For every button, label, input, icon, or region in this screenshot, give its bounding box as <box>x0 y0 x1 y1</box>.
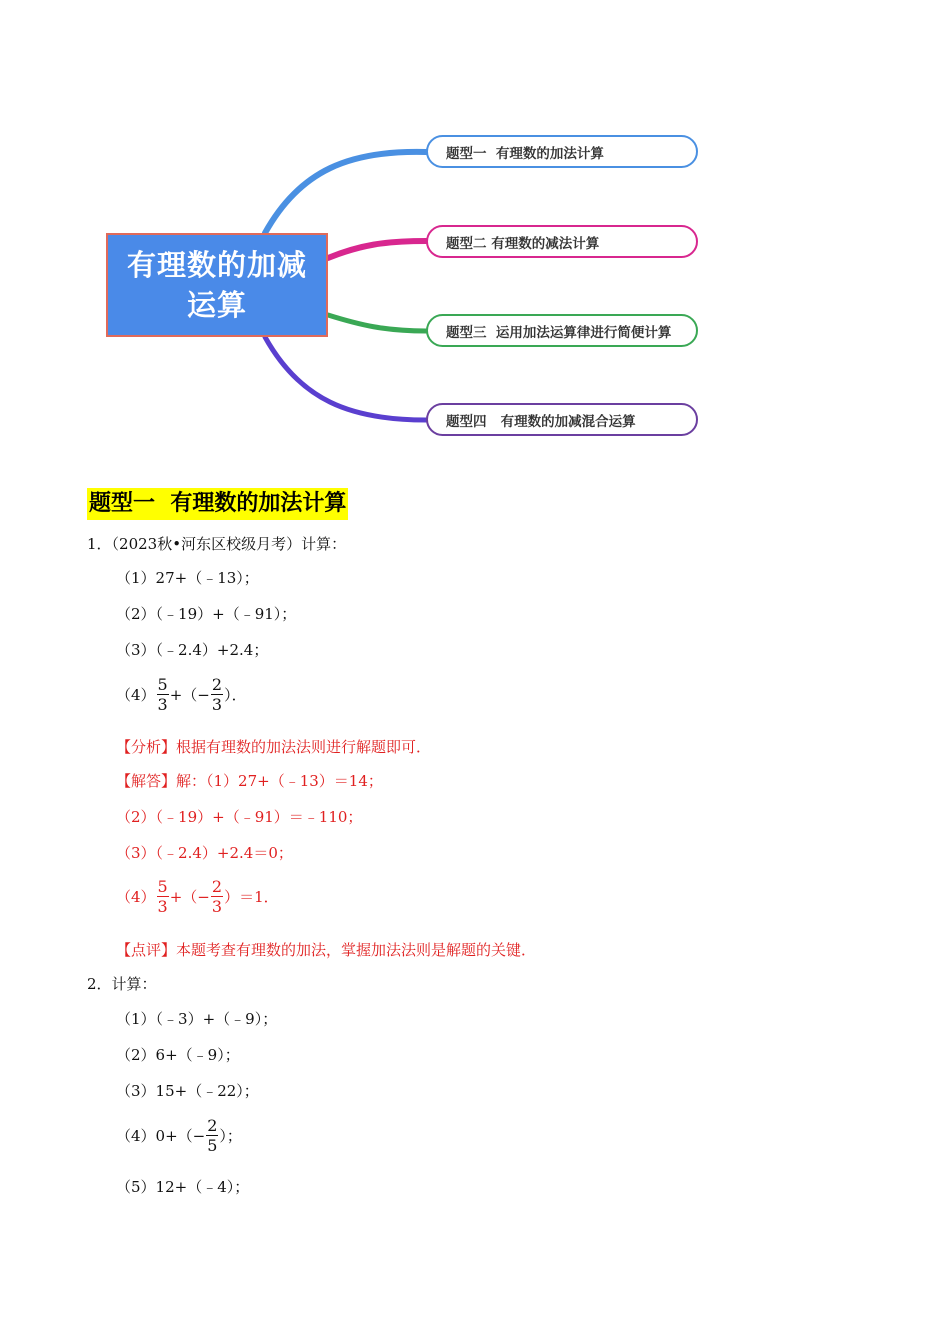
fraction-denominator: 3 <box>211 897 223 916</box>
fraction <box>157 877 169 916</box>
q2-stem: 2．计算： <box>87 975 157 993</box>
mindmap-branch-3: 题型三 运用加法运算律进行简便计算 <box>426 314 698 347</box>
mindmap-root-title: 有理数的加减运算 <box>126 248 307 322</box>
q1-item-2: （2）（﹣19）+（﹣91）； <box>116 605 297 623</box>
q1-item-4-suffix: ）． <box>224 686 247 704</box>
q2-item-5: （5）12+（﹣4）； <box>116 1178 250 1196</box>
q1-analysis: 【分析】根据有理数的加法法则进行解题即可． <box>116 738 432 756</box>
mindmap-branch-4: 题型四 有理数的加减混合运算 <box>426 403 698 436</box>
fraction-numerator: 2 <box>207 1116 218 1135</box>
fraction-denominator: 5 <box>207 1136 218 1155</box>
q1-answer-4 <box>116 877 279 916</box>
fraction-denominator: 3 <box>211 695 223 714</box>
q1-answer-4-prefix: （4） <box>116 888 156 906</box>
q1-answer-3: （3）（﹣2.4）+2.4＝0； <box>116 844 293 862</box>
fraction-denominator: 3 <box>157 897 168 916</box>
q2-item-2: （2）6+（﹣9）； <box>116 1046 240 1064</box>
fraction-numerator: 5 <box>157 877 168 896</box>
q1-item-4 <box>116 675 247 714</box>
q2-item-3: （3）15+（﹣22）； <box>116 1082 259 1100</box>
fraction-numerator: 2 <box>211 675 223 694</box>
q1-stem: 1．（2023秋•河东区校级月考）计算： <box>87 535 347 553</box>
q2-item-4 <box>116 1116 242 1155</box>
q2-item-4-prefix: （4）0+（− <box>116 1127 206 1145</box>
fraction <box>211 877 223 916</box>
q2-item-1: （1）（﹣3）+（﹣9）； <box>116 1010 278 1028</box>
q1-answer-2: （2）（﹣19）+（﹣91）＝﹣110； <box>116 808 363 826</box>
q1-item-4-prefix: （4） <box>116 686 156 704</box>
connector-branch-3 <box>328 315 426 331</box>
q1-answer-1: 【解答】解：（1）27+（﹣13）＝14； <box>116 772 383 790</box>
fraction-denominator: 3 <box>157 695 168 714</box>
q1-item-3: （3）（﹣2.4）+2.4； <box>116 641 269 659</box>
connector-branch-1 <box>265 152 426 233</box>
connector-branch-4 <box>265 337 426 420</box>
fraction <box>157 675 169 714</box>
fraction-numerator: 2 <box>211 877 223 896</box>
connector-branch-2 <box>328 241 426 258</box>
section-heading: 题型一 有理数的加法计算 <box>87 488 348 520</box>
q2-item-4-suffix: ）； <box>219 1127 242 1145</box>
q1-answer-4-suffix: ）＝1． <box>224 888 279 906</box>
q1-answer-4-mid: +（− <box>169 888 210 906</box>
fraction-numerator: 5 <box>157 675 168 694</box>
fraction <box>211 675 223 714</box>
mindmap-branch-1: 题型一 有理数的加法计算 <box>426 135 698 168</box>
q1-item-4-mid: +（− <box>169 686 210 704</box>
fraction <box>206 1116 218 1155</box>
q1-comment: 【点评】本题考查有理数的加法，掌握加法法则是解题的关键． <box>116 941 537 959</box>
q1-item-1: （1）27+（﹣13）； <box>116 569 259 587</box>
mindmap-root <box>106 233 328 337</box>
mindmap-branch-2: 题型二 有理数的减法计算 <box>426 225 698 258</box>
